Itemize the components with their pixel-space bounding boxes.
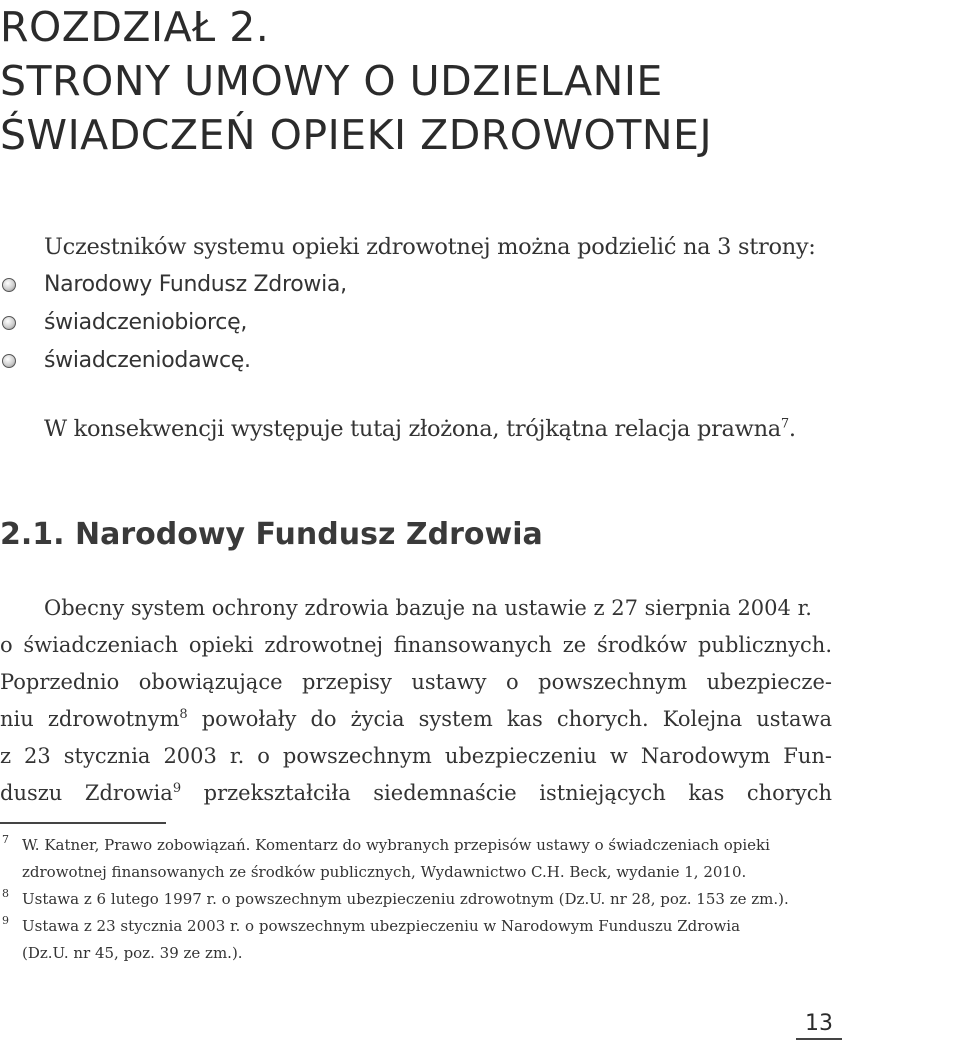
paragraph-line xyxy=(0,701,832,738)
footnote-text: zdrowotnej finansowanych ze środków publicznych, Wydawnictwo C.H. Beck, wydanie 1, 2010. xyxy=(22,863,747,881)
parties-list xyxy=(0,266,900,380)
list-item xyxy=(0,266,900,304)
list-item-text: Narodowy Fundusz Zdrowia, xyxy=(44,272,347,297)
bullet-icon xyxy=(2,354,16,368)
chapter-title-line-1: STRONY UMOWY O UDZIELANIE xyxy=(0,57,663,105)
list-item-text: świadczeniobiorcę, xyxy=(44,310,248,335)
paragraph-text: duszu Zdrowia xyxy=(0,781,173,805)
bullet-icon xyxy=(2,278,16,292)
footnote-ref-9[interactable]: 9 xyxy=(172,781,182,796)
footnote-8 xyxy=(0,886,840,913)
list-item xyxy=(0,342,900,380)
footnotes xyxy=(0,832,840,967)
consequence-end: . xyxy=(788,416,796,442)
footnote-number: 8 xyxy=(2,887,9,900)
section-heading: 2.1. Narodowy Fundusz Zdrowia xyxy=(0,517,543,552)
footnote-number: 7 xyxy=(2,833,9,846)
bullet-icon xyxy=(2,316,16,330)
paragraph-line xyxy=(0,775,832,812)
footnote-ref-8[interactable]: 8 xyxy=(179,707,188,722)
footnote-divider xyxy=(0,822,166,824)
paragraph-line: o świadczeniach opieki zdrowotnej finansowanych ze środków publicznych. xyxy=(0,633,832,657)
footnote-text: Ustawa z 23 stycznia 2003 r. o powszechnym ubezpieczeniu w Narodowym Funduszu Zdrowia xyxy=(22,917,741,935)
footnote-7 xyxy=(0,832,840,886)
list-item xyxy=(0,304,900,342)
chapter-label: ROZDZIAŁ 2. xyxy=(0,3,270,51)
paragraph-text: niu zdrowotnym xyxy=(0,707,180,731)
footnote-text: (Dz.U. nr 45, poz. 39 ze zm.). xyxy=(22,944,243,962)
paragraph-line: z 23 stycznia 2003 r. o powszechnym ubezpieczeniu w Narodowym Fun- xyxy=(0,744,832,768)
footnote-text: W. Katner, Prawo zobowiązań. Komentarz do wybranych przepisów ustawy o świadczeniach opieki xyxy=(22,836,770,854)
paragraph-line: Obecny system ochrony zdrowia bazuje na ustawie z 27 sierpnia 2004 r. xyxy=(44,596,812,620)
consequence-text: W konsekwencji występuje tutaj złożona, trójkątna relacja prawna xyxy=(44,416,781,442)
consequence-sentence xyxy=(44,410,944,448)
intro-sentence: Uczestników systemu opieki zdrowotnej można podzielić na 3 strony: xyxy=(44,234,816,260)
paragraph-line: Poprzednio obowiązujące przepisy ustawy o powszechnym ubezpiecze- xyxy=(0,670,832,694)
footnote-ref-7[interactable]: 7 xyxy=(780,416,789,432)
paragraph-text: przekształciła siedemnaście istniejących kas chorych xyxy=(181,781,833,805)
footnote-number: 9 xyxy=(2,914,9,927)
chapter-heading xyxy=(0,0,940,162)
page-number: 13 xyxy=(796,1010,842,1040)
list-item-text: świadczeniodawcę. xyxy=(44,348,251,373)
body-paragraph xyxy=(0,590,832,812)
chapter-title-line-2: ŚWIADCZEŃ OPIEKI ZDROWOTNEJ xyxy=(0,111,713,159)
footnote-text: Ustawa z 6 lutego 1997 r. o powszechnym ubezpieczeniu zdrowotnym (Dz.U. nr 28, poz. 153 ze zm.). xyxy=(22,890,789,908)
paragraph-text: powołały do życia system kas chorych. Kolejna ustawa xyxy=(187,707,832,731)
footnote-9 xyxy=(0,913,840,967)
